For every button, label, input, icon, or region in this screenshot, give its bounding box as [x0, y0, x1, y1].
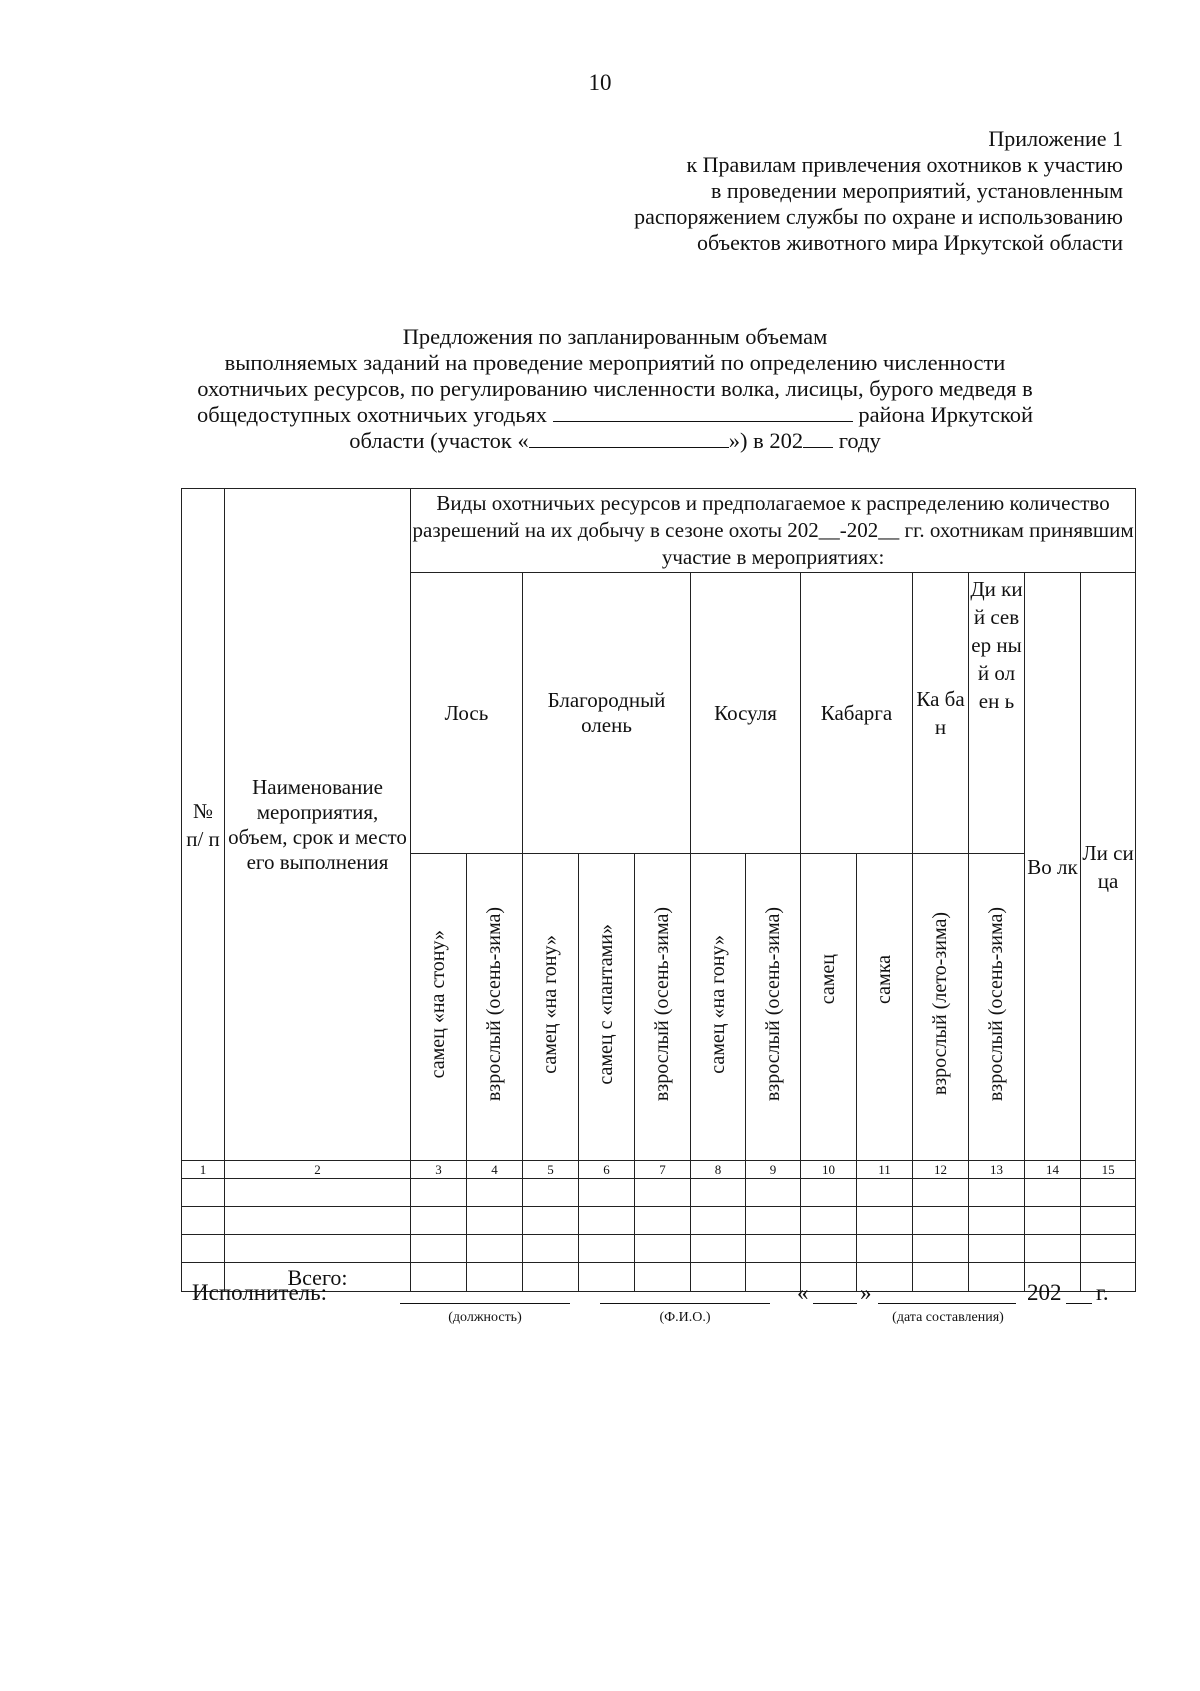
table-cell[interactable] [913, 1235, 969, 1263]
subheader-label: самец с «пантами» [595, 923, 617, 1085]
table-cell[interactable] [635, 1263, 691, 1292]
subheader-cell [579, 854, 635, 1161]
subheader-label: взрослый (осень-зима) [985, 906, 1007, 1102]
table-cell[interactable] [969, 1263, 1025, 1292]
plot-blank[interactable] [529, 429, 729, 448]
table-cell[interactable] [691, 1235, 746, 1263]
table-cell[interactable] [579, 1263, 635, 1292]
table-cell[interactable] [691, 1207, 746, 1235]
title-text: году [838, 428, 881, 453]
table-cell[interactable] [467, 1207, 523, 1235]
column-number: 4 [467, 1161, 523, 1179]
year-prefix: 202 [1027, 1280, 1062, 1305]
table-cell[interactable] [182, 1207, 225, 1235]
day-blank[interactable] [813, 1302, 857, 1304]
table-cell[interactable] [182, 1179, 225, 1207]
year-suffix: г. [1096, 1280, 1109, 1305]
table-cell[interactable] [746, 1179, 801, 1207]
table-cell[interactable] [691, 1179, 746, 1207]
name-signature-line[interactable] [600, 1302, 770, 1304]
table-cell[interactable] [801, 1207, 857, 1235]
column-number: 5 [523, 1161, 579, 1179]
title-line-plot [150, 428, 1080, 454]
position-signature-line[interactable] [400, 1302, 570, 1304]
table-cell[interactable] [467, 1263, 523, 1292]
table-cell[interactable] [1025, 1179, 1081, 1207]
total-label: Всего: [225, 1263, 411, 1292]
date-open-quote: « [797, 1280, 809, 1305]
table-cell[interactable] [1081, 1207, 1136, 1235]
proposals-table [181, 488, 1136, 1292]
title-line: охотничьих ресурсов, по регулированию численности волка, лисицы, бурого медведя в [197, 376, 1033, 401]
table-cell[interactable] [411, 1235, 467, 1263]
table-cell[interactable] [1025, 1207, 1081, 1235]
year-blank[interactable] [803, 429, 833, 448]
table-cell[interactable] [579, 1207, 635, 1235]
title-text: общедоступных охотничьих угодьях [196, 402, 548, 427]
table-cell[interactable] [969, 1207, 1025, 1235]
date-close-quote: » [860, 1280, 872, 1305]
table-cell[interactable] [691, 1263, 746, 1292]
column-number: 8 [691, 1161, 746, 1179]
subheader-label: самец [817, 953, 839, 1005]
district-blank[interactable] [553, 403, 853, 422]
title-line-region [150, 402, 1080, 428]
table-cell[interactable] [579, 1235, 635, 1263]
species-wolf: Во лк [1025, 573, 1081, 1161]
subheader-label: взрослый (осень-зима) [761, 906, 784, 1102]
table-cell[interactable] [523, 1179, 579, 1207]
species-red-deer: Благородный олень [523, 573, 691, 854]
column-number: 9 [746, 1161, 801, 1179]
subheader-label: взрослый (лето-зима) [929, 912, 951, 1096]
subheader-label: самец «на стону» [427, 929, 449, 1079]
subheader-cell [969, 854, 1025, 1161]
title-text: области (участок « [349, 428, 529, 453]
page-number: 10 [588, 70, 612, 95]
column-number: 3 [411, 1161, 467, 1179]
table-row [182, 1235, 1136, 1263]
table-cell[interactable] [801, 1235, 857, 1263]
table-cell[interactable] [411, 1207, 467, 1235]
title-text: ») в 202 [728, 428, 804, 453]
table-cell[interactable] [635, 1235, 691, 1263]
table-cell[interactable] [857, 1207, 913, 1235]
column-number: 1 [182, 1161, 225, 1179]
column-number: 2 [225, 1161, 411, 1179]
column-number: 11 [857, 1161, 913, 1179]
table-cell[interactable] [182, 1235, 225, 1263]
species-group-header: Виды охотничьих ресурсов и предполагаемое к распределению количество разрешений на их добычу в сезоне охоты 202__-202__ гг. охотникам принявшим участие в мероприятиях: [411, 489, 1136, 573]
subheader-label: взрослый (осень-зима) [483, 906, 505, 1102]
species-boar: Ка ба н [913, 573, 969, 854]
table-cell[interactable] [913, 1179, 969, 1207]
table-cell[interactable] [523, 1207, 579, 1235]
table-cell[interactable] [801, 1179, 857, 1207]
subheader-cell [523, 854, 579, 1161]
position-caption: (должность) [448, 1310, 522, 1325]
column-number: 6 [579, 1161, 635, 1179]
table-cell[interactable] [913, 1263, 969, 1292]
column-number: 12 [913, 1161, 969, 1179]
title-text: района Иркутской [858, 402, 1034, 427]
executor-label: Исполнитель: [192, 1280, 328, 1305]
table-cell[interactable] [411, 1263, 467, 1292]
appendix-line: Приложение 1 [988, 126, 1123, 151]
appendix-line: объектов животного мира Иркутской области [697, 230, 1123, 255]
appendix-line: распоряжением службы по охране и использованию [634, 204, 1123, 229]
month-blank[interactable] [878, 1302, 1016, 1304]
table-cell[interactable] [1081, 1179, 1136, 1207]
table-cell[interactable] [523, 1235, 579, 1263]
table-cell[interactable] [857, 1235, 913, 1263]
table-cell[interactable] [1081, 1235, 1136, 1263]
subheader-cell [467, 854, 523, 1161]
subheader-cell [691, 854, 746, 1161]
table-cell[interactable] [523, 1263, 579, 1292]
table-cell[interactable] [467, 1179, 523, 1207]
table-cell[interactable] [969, 1179, 1025, 1207]
table-cell[interactable] [857, 1179, 913, 1207]
table-cell[interactable] [225, 1235, 411, 1263]
table-cell[interactable] [746, 1263, 801, 1292]
table-cell[interactable] [969, 1235, 1025, 1263]
subheader-cell [857, 854, 913, 1161]
column-number: 7 [635, 1161, 691, 1179]
table-cell[interactable] [635, 1179, 691, 1207]
species-fox: Ли си ца [1081, 573, 1136, 1161]
appendix-line: к Правилам привлечения охотников к участию [686, 152, 1123, 177]
table-cell[interactable] [467, 1235, 523, 1263]
table-cell[interactable] [225, 1179, 411, 1207]
date-caption: (дата составления) [892, 1310, 1004, 1325]
table-cell[interactable] [411, 1179, 467, 1207]
species-moose: Лось [411, 573, 523, 854]
subheader-cell [411, 854, 467, 1161]
column-number: 15 [1081, 1161, 1136, 1179]
appendix-block [634, 126, 1123, 256]
table-cell[interactable] [801, 1263, 857, 1292]
table-cell[interactable] [746, 1235, 801, 1263]
species-roe: Косуля [691, 573, 801, 854]
subheader-label: взрослый (осень-зима) [651, 906, 673, 1102]
name-caption: (Ф.И.О.) [659, 1310, 711, 1325]
species-musk-deer: Кабарга [801, 573, 913, 854]
species-reindeer: Ди ки й сев ер ны й ол ен ь [969, 573, 1025, 854]
subheader-cell [746, 854, 801, 1161]
document-title [150, 324, 1080, 454]
subheader-label: самка [873, 954, 895, 1004]
subheader-label: самец «на гону» [706, 934, 729, 1074]
subheader-cell [801, 854, 857, 1161]
subheader-cell [913, 854, 969, 1161]
title-line: Предложения по запланированным объемам [402, 324, 828, 349]
column-number: 13 [969, 1161, 1025, 1179]
table-cell[interactable] [635, 1207, 691, 1235]
column-number: 10 [801, 1161, 857, 1179]
table-cell[interactable] [225, 1207, 411, 1235]
table-row [182, 1207, 1136, 1235]
year-suffix-blank[interactable] [1066, 1302, 1092, 1304]
table-cell[interactable] [746, 1207, 801, 1235]
col-number-header: № п/ п [182, 489, 225, 1161]
col-name-header: Наименование мероприятия, объем, срок и место его выполнения [225, 489, 411, 1161]
subheader-cell [635, 854, 691, 1161]
subheader-label: самец «на гону» [539, 934, 561, 1074]
column-number: 14 [1025, 1161, 1081, 1179]
title-line: выполняемых заданий на проведение мероприятий по определению численности [224, 350, 1006, 375]
table-cell[interactable] [913, 1207, 969, 1235]
appendix-line: в проведении мероприятий, установленным [711, 178, 1123, 203]
table-cell[interactable] [1025, 1235, 1081, 1263]
table-cell[interactable] [579, 1179, 635, 1207]
table-row [182, 1179, 1136, 1207]
